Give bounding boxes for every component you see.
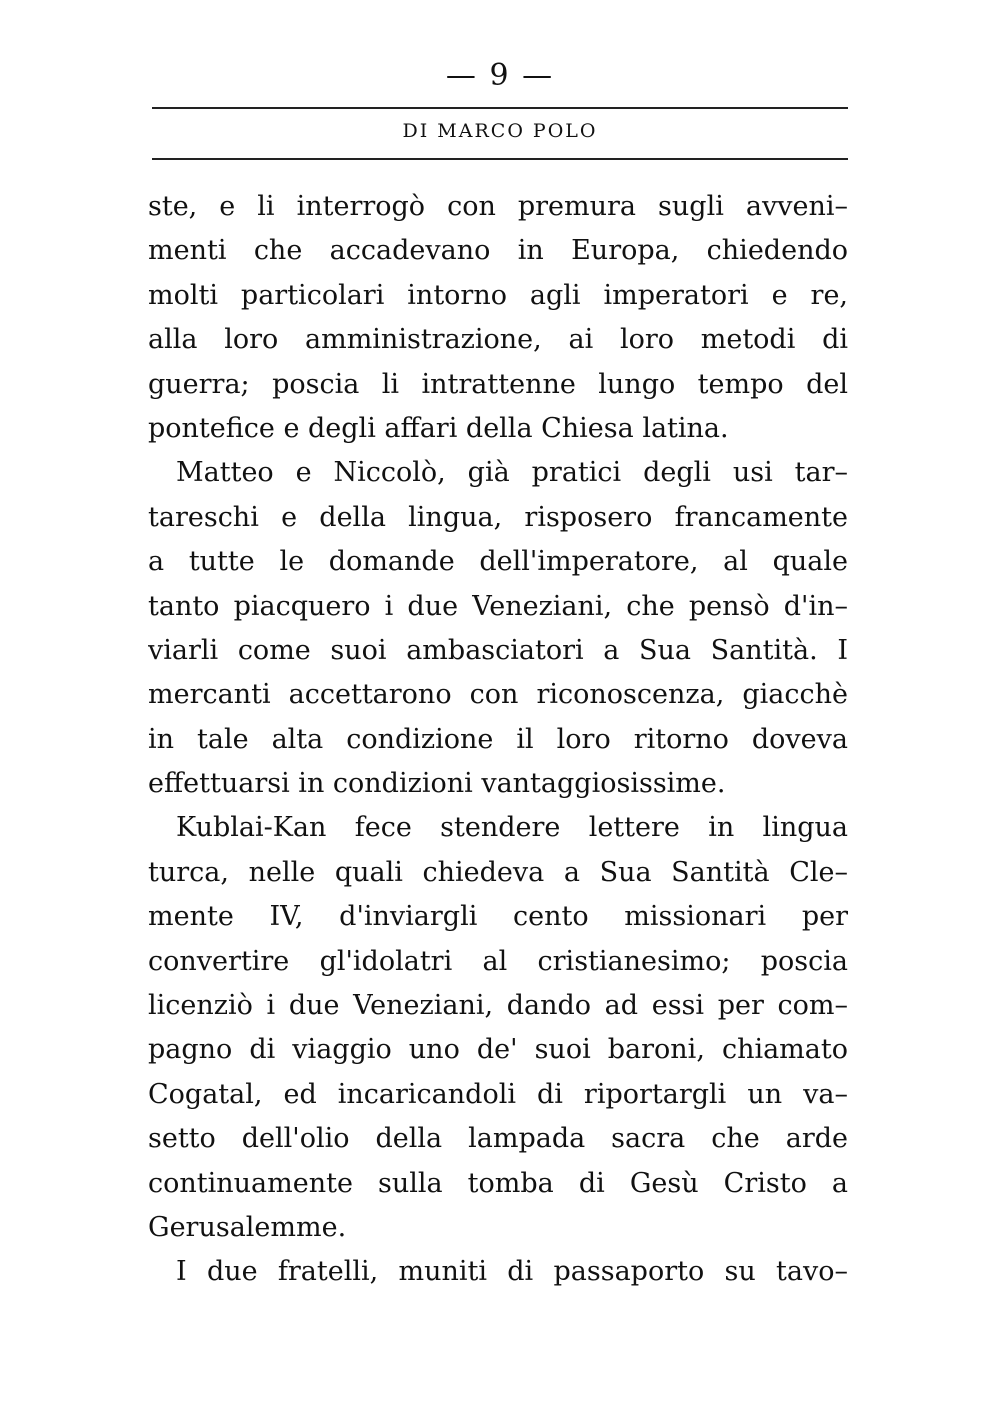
running-head: DI MARCO POLO	[402, 120, 598, 142]
text-line: licenziò i due Veneziani, dando ad essi per com–	[148, 990, 848, 1022]
text-line: mente IV, d'inviargli cento missionari per	[148, 901, 848, 933]
text-line: tanto piacquero i due Veneziani, che pensò d'in–	[148, 590, 848, 622]
text-line: Gerusalemme.	[148, 1211, 347, 1243]
header-rule-bottom	[152, 158, 848, 160]
text-line: turca, nelle quali chiedeva a Sua Santità Cle–	[148, 856, 848, 888]
header-rule-top	[152, 107, 848, 109]
text-line: ste, e li interrogò con premura sugli avveni–	[148, 191, 848, 222]
text-line: alla loro amministrazione, ai loro metodi di	[148, 324, 848, 356]
text-line: menti che accadevano in Europa, chiedendo	[148, 235, 848, 267]
text-line: Kublai-Kan fece stendere lettere in lingua	[176, 812, 848, 844]
text-line: in tale alta condizione il loro ritorno doveva	[148, 723, 848, 755]
body-text	[148, 185, 848, 1295]
text-line: Cogatal, ed incaricandoli di riportargli un va–	[148, 1078, 848, 1110]
text-line: a tutte le domande dell'imperatore, al quale	[148, 546, 848, 578]
text-line: I due fratelli, muniti di passaporto su tavo–	[176, 1256, 848, 1288]
text-line: effettuarsi in condizioni vantaggiosissime.	[148, 768, 726, 800]
text-line: pagno di viaggio uno de' suoi baroni, chiamato	[148, 1034, 848, 1066]
text-line: guerra; poscia li intrattenne lungo tempo del	[148, 368, 848, 400]
text-line: viarli come suoi ambasciatori a Sua Santità. I	[148, 634, 848, 666]
text-line: tareschi e della lingua, risposero francamente	[148, 501, 848, 533]
text-line: pontefice e degli affari della Chiesa latina.	[148, 412, 729, 444]
text-line: setto dell'olio della lampada sacra che arde	[148, 1123, 848, 1155]
text-line: molti particolari intorno agli imperatori e re,	[148, 279, 848, 311]
text-line: continuamente sulla tomba di Gesù Cristo a	[148, 1167, 848, 1199]
text-line: convertire gl'idolatri al cristianesimo; poscia	[148, 945, 848, 977]
text-line: Matteo e Niccolò, già pratici degli usi tar–	[176, 457, 848, 489]
page-number: — 9 —	[445, 58, 555, 93]
text-line: mercanti accettarono con riconoscenza, giacchè	[148, 679, 848, 711]
